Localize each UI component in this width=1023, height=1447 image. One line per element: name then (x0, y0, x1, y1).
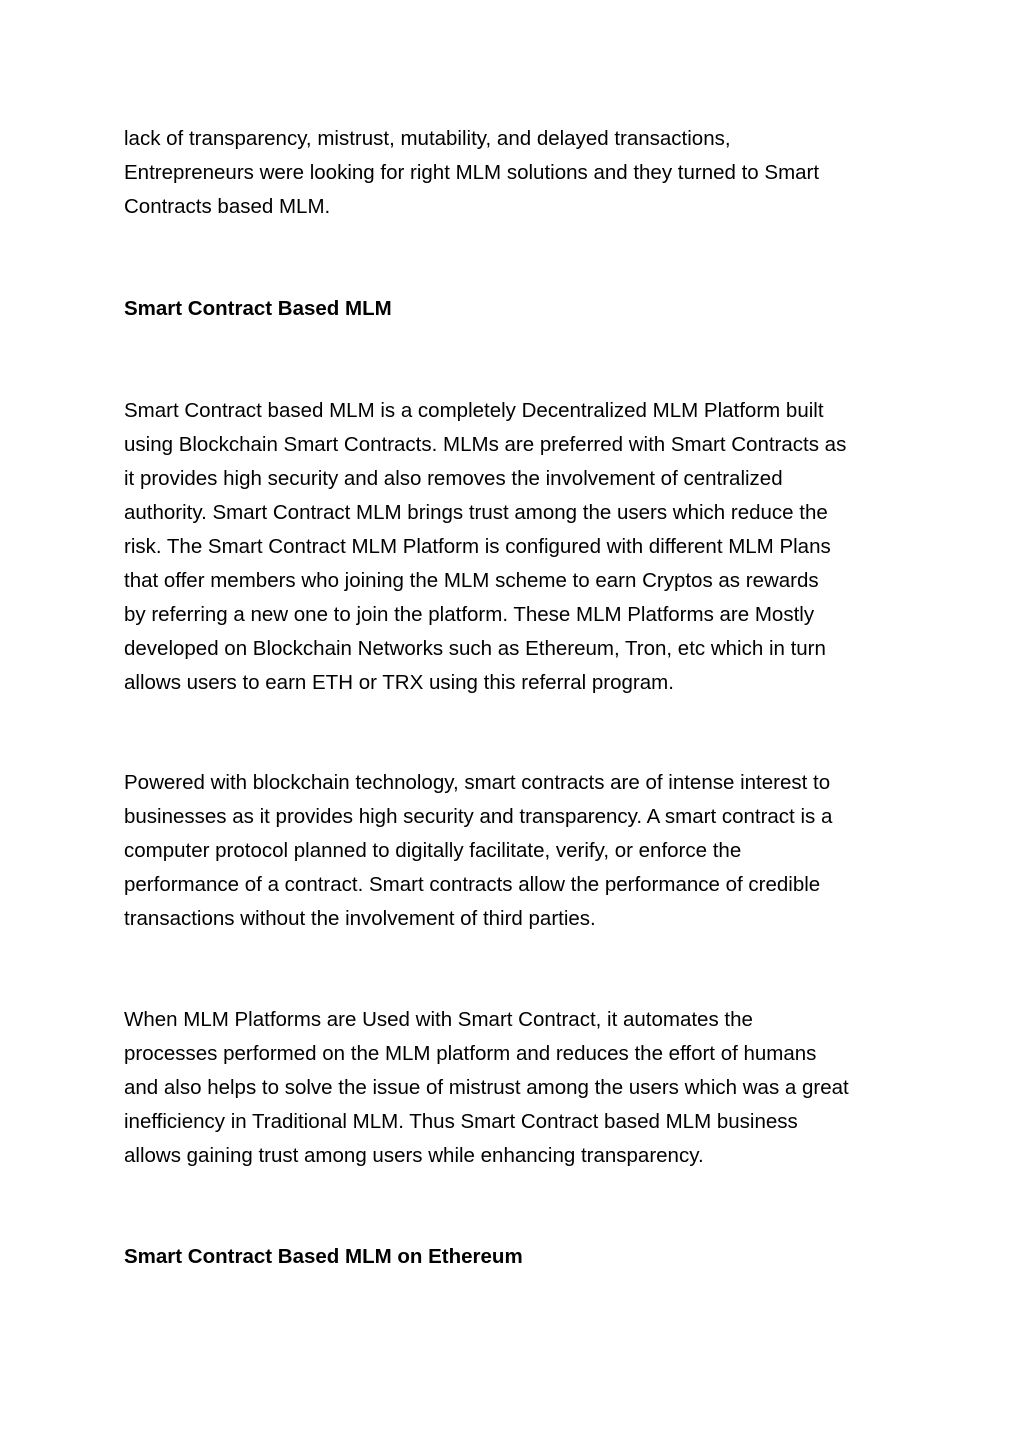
paragraph-blockchain-technology: Powered with blockchain technology, smart contracts are of intense interest to businesses as it provides high security and transparency. A smart contract is a computer protocol planned to digitally facilitate, verify, or enforce the performance of a contract. Smart contracts allow the performance of credible transactions without the involvement of third parties. (124, 771, 833, 930)
paragraph-definition: Smart Contract based MLM is a completely Decentralized MLM Platform built using Blockchain Smart Contracts. MLMs are preferred with Smart Contracts as it provides high security and also removes the involvement of centralized authority. Smart Contract MLM brings trust among the users which reduce the risk. The Smart Contract MLM Platform is configured with different MLM Plans that offer members who joining the MLM scheme to earn Cryptos as rewards by referring a new one to join the platform. These MLM Platforms are Mostly developed on Blockchain Networks such as Ethereum, Tron, etc which in turn allows users to earn ETH or TRX using this referral program. (124, 399, 847, 694)
paragraph-automation: When MLM Platforms are Used with Smart Contract, it automates the processes performed on the MLM platform and reduces the effort of humans and also helps to solve the issue of mistrust among the users which was a great inefficiency in Traditional MLM. Thus Smart Contract based MLM business allows gaining trust among users while enhancing transparency. (124, 1008, 849, 1167)
intro-paragraph: lack of transparency, mistrust, mutability, and delayed transactions, Entrepreneurs were looking for right MLM solutions and they turned to Smart Contracts based MLM. (124, 127, 820, 218)
section-heading-smart-contract-mlm: Smart Contract Based MLM (124, 297, 392, 320)
section-heading-ethereum: Smart Contract Based MLM on Ethereum (124, 1245, 523, 1268)
